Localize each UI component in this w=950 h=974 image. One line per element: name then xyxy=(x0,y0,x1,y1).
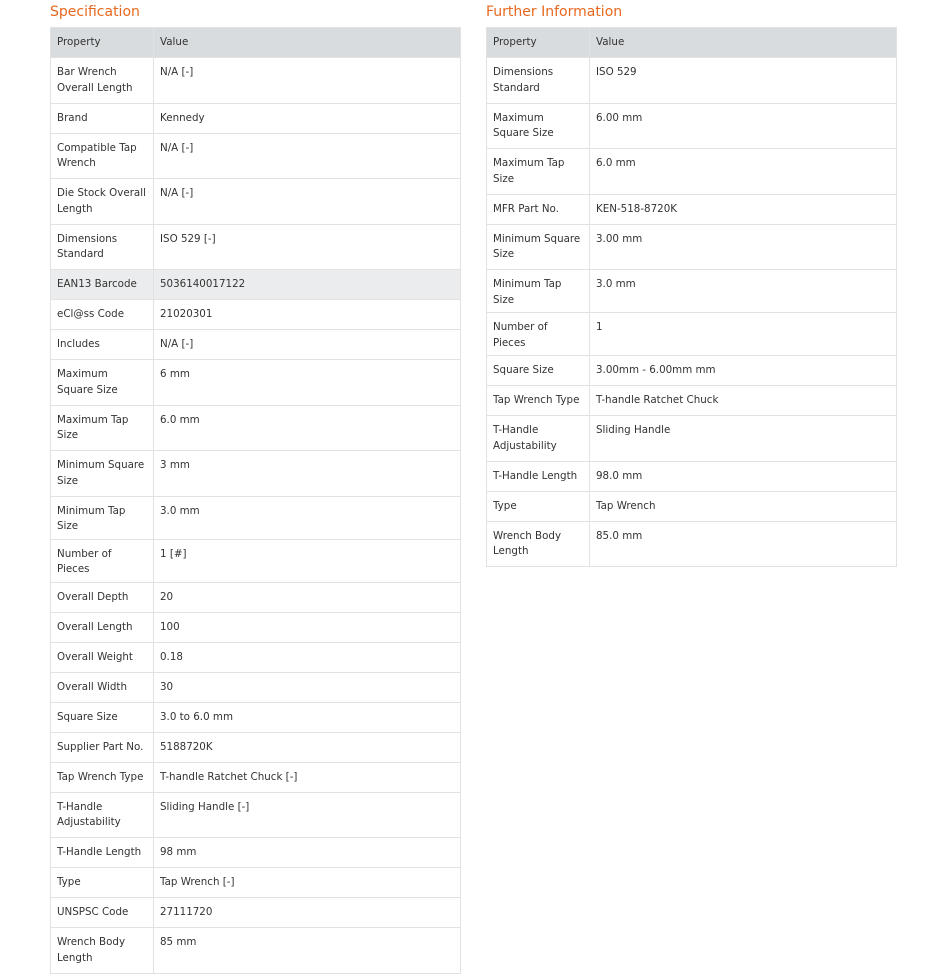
table-row xyxy=(487,224,897,270)
table-row xyxy=(51,582,461,612)
table-row xyxy=(51,58,461,104)
table-row xyxy=(51,179,461,225)
value-cell: 27111720 xyxy=(154,898,461,928)
table-row xyxy=(51,539,461,582)
table-row xyxy=(51,405,461,451)
property-cell: Overall Width xyxy=(51,672,154,702)
value-cell: 5188720K xyxy=(154,732,461,762)
value-cell: N/A [-] xyxy=(154,179,461,225)
value-cell: Sliding Handle [-] xyxy=(154,792,461,838)
table-row xyxy=(487,313,897,356)
table-row xyxy=(51,762,461,792)
table-row xyxy=(51,792,461,838)
value-cell: 98.0 mm xyxy=(590,461,897,491)
property-cell: Overall Length xyxy=(51,612,154,642)
table-row xyxy=(487,270,897,313)
value-cell: 5036140017122 xyxy=(154,270,461,300)
property-cell: Minimum Square Size xyxy=(487,224,590,270)
value-cell: N/A [-] xyxy=(154,133,461,179)
table-row xyxy=(487,58,897,104)
table-row xyxy=(51,300,461,330)
further-information-table xyxy=(486,27,897,567)
property-cell: EAN13 Barcode xyxy=(51,270,154,300)
value-column-header: Value xyxy=(590,28,897,58)
property-cell: Maximum Square Size xyxy=(487,103,590,149)
property-cell: T-Handle Length xyxy=(487,461,590,491)
table-row xyxy=(51,672,461,702)
table-row xyxy=(51,702,461,732)
property-cell: Supplier Part No. xyxy=(51,732,154,762)
value-cell: T-handle Ratchet Chuck [-] xyxy=(154,762,461,792)
table-row xyxy=(51,270,461,300)
table-row xyxy=(51,496,461,539)
value-cell: 3.00mm - 6.00mm mm xyxy=(590,356,897,386)
property-cell: Compatible Tap Wrench xyxy=(51,133,154,179)
property-cell: Square Size xyxy=(51,702,154,732)
value-cell: 6.0 mm xyxy=(590,149,897,195)
specification-header-row xyxy=(51,28,461,58)
property-cell: Dimensions Standard xyxy=(487,58,590,104)
table-row xyxy=(51,133,461,179)
value-cell: 98 mm xyxy=(154,838,461,868)
table-row xyxy=(51,732,461,762)
value-cell: Tap Wrench xyxy=(590,491,897,521)
property-cell: Wrench Body Length xyxy=(51,928,154,974)
value-cell: 3.0 to 6.0 mm xyxy=(154,702,461,732)
value-cell: 3.00 mm xyxy=(590,224,897,270)
property-cell: Minimum Tap Size xyxy=(487,270,590,313)
property-cell: Maximum Tap Size xyxy=(487,149,590,195)
table-row xyxy=(51,360,461,406)
table-row xyxy=(487,194,897,224)
property-cell: Tap Wrench Type xyxy=(487,386,590,416)
property-cell: Die Stock Overall Length xyxy=(51,179,154,225)
value-cell: 21020301 xyxy=(154,300,461,330)
property-cell: T-Handle Length xyxy=(51,838,154,868)
value-cell: N/A [-] xyxy=(154,330,461,360)
further-information-header-row xyxy=(487,28,897,58)
property-cell: UNSPSC Code xyxy=(51,898,154,928)
value-cell: 1 xyxy=(590,313,897,356)
table-row xyxy=(487,416,897,462)
property-column-header: Property xyxy=(487,28,590,58)
table-row xyxy=(51,103,461,133)
value-cell: 1 [#] xyxy=(154,539,461,582)
value-cell: 85 mm xyxy=(154,928,461,974)
specification-section xyxy=(50,0,461,974)
table-row xyxy=(51,642,461,672)
property-cell: Number of Pieces xyxy=(51,539,154,582)
value-cell: Kennedy xyxy=(154,103,461,133)
table-row xyxy=(487,521,897,567)
further-information-title: Further Information xyxy=(486,4,623,20)
property-cell: Maximum Square Size xyxy=(51,360,154,406)
property-cell: Maximum Tap Size xyxy=(51,405,154,451)
table-row xyxy=(487,356,897,386)
table-row xyxy=(51,224,461,270)
property-cell: Number of Pieces xyxy=(487,313,590,356)
specification-table xyxy=(50,27,461,974)
value-cell: 30 xyxy=(154,672,461,702)
value-cell: 0.18 xyxy=(154,642,461,672)
value-cell: 3.0 mm xyxy=(590,270,897,313)
value-cell: 100 xyxy=(154,612,461,642)
table-row xyxy=(51,868,461,898)
table-row xyxy=(487,149,897,195)
value-column-header: Value xyxy=(154,28,461,58)
further-information-section xyxy=(486,0,897,567)
property-cell: Includes xyxy=(51,330,154,360)
value-cell: 6 mm xyxy=(154,360,461,406)
table-row xyxy=(51,612,461,642)
value-cell: Tap Wrench [-] xyxy=(154,868,461,898)
table-row xyxy=(487,491,897,521)
property-cell: Bar Wrench Overall Length xyxy=(51,58,154,104)
property-cell: Minimum Square Size xyxy=(51,451,154,497)
table-row xyxy=(51,928,461,974)
table-row xyxy=(51,838,461,868)
property-cell: Dimensions Standard xyxy=(51,224,154,270)
table-row xyxy=(51,898,461,928)
property-cell: Square Size xyxy=(487,356,590,386)
value-cell: T-handle Ratchet Chuck xyxy=(590,386,897,416)
value-cell: 20 xyxy=(154,582,461,612)
value-cell: KEN-518-8720K xyxy=(590,194,897,224)
value-cell: Sliding Handle xyxy=(590,416,897,462)
value-cell: 3 mm xyxy=(154,451,461,497)
value-cell: N/A [-] xyxy=(154,58,461,104)
table-row xyxy=(51,330,461,360)
table-row xyxy=(487,386,897,416)
property-column-header: Property xyxy=(51,28,154,58)
property-cell: Type xyxy=(51,868,154,898)
property-cell: Wrench Body Length xyxy=(487,521,590,567)
value-cell: 6.00 mm xyxy=(590,103,897,149)
property-cell: Tap Wrench Type xyxy=(51,762,154,792)
value-cell: ISO 529 xyxy=(590,58,897,104)
specification-title: Specification xyxy=(50,4,140,20)
property-cell: eCl@ss Code xyxy=(51,300,154,330)
table-row xyxy=(487,461,897,491)
value-cell: 85.0 mm xyxy=(590,521,897,567)
property-cell: Minimum Tap Size xyxy=(51,496,154,539)
value-cell: 6.0 mm xyxy=(154,405,461,451)
property-cell: MFR Part No. xyxy=(487,194,590,224)
property-cell: T-Handle Adjustability xyxy=(487,416,590,462)
value-cell: 3.0 mm xyxy=(154,496,461,539)
property-cell: Type xyxy=(487,491,590,521)
table-row xyxy=(51,451,461,497)
property-cell: Overall Depth xyxy=(51,582,154,612)
value-cell: ISO 529 [-] xyxy=(154,224,461,270)
property-cell: T-Handle Adjustability xyxy=(51,792,154,838)
table-row xyxy=(487,103,897,149)
property-cell: Overall Weight xyxy=(51,642,154,672)
property-cell: Brand xyxy=(51,103,154,133)
